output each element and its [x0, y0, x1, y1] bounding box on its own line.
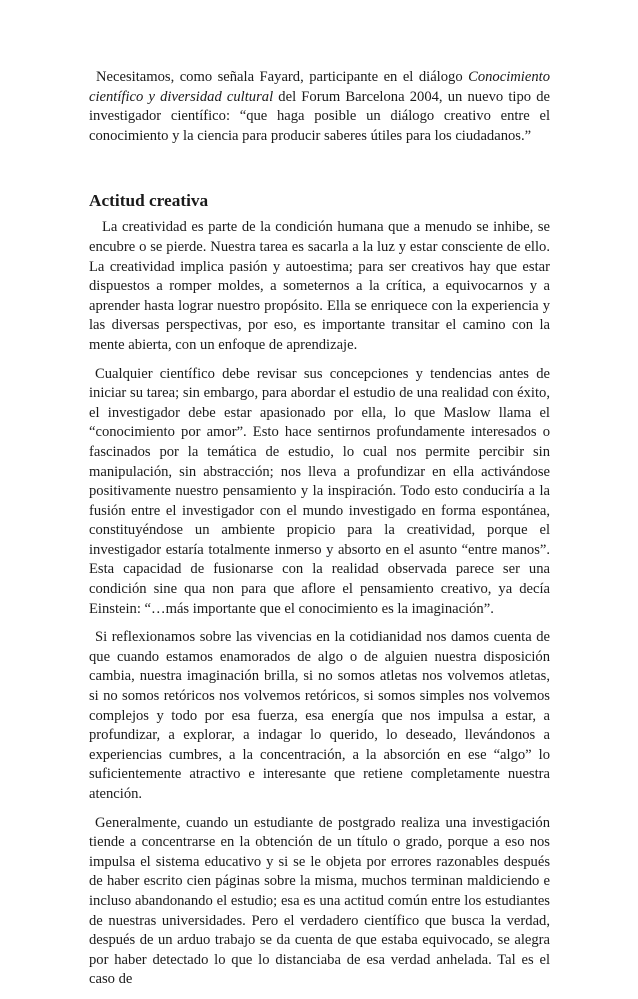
- document-page: [89, 68, 550, 999]
- intro-text-before: Necesitamos, como señala Fayard, participante en el diálogo: [96, 69, 469, 85]
- paragraph-reflection: Si reflexionamos sobre las vivencias en la cotidianidad nos damos cuenta de que cuando estamos enamorados de algo o de alguien nuestra disposición cambia, nuestra imaginación brilla, si no somos atletas nos volvemos atletas, si no somos retóricos nos volvemos retóricos, si somos simples nos volvemos complejos y todo por esa fuerza, esa energía que nos impulsa a estar, a profundizar, a explorar, a indagar lo querido, lo deseado, llevándonos a experiencias cumbres, a la concentración, a la absorción en ese “algo” lo suficientemente atractivo e interesante que retiene completamente nuestra atención.: [89, 629, 550, 802]
- intro-text-after: del Forum Barcelona 2004, un nuevo tipo de investigador científico: “que haga posible un diálogo creativo entre el conocimiento y la ciencia para producir saberes útiles para los ciudadanos.”: [89, 88, 550, 144]
- paragraph-scientist: Cualquier científico debe revisar sus concepciones y tendencias antes de iniciar su tarea; sin embargo, para abordar el estudio de una realidad con éxito, el investigador debe estar apasionado por ella, lo que Maslow llama el “conocimiento por amor”. Esto hace sentirnos profundamente interesados o fascinados por la temática de estudio, lo cual nos permite percibir sin manipulación, sin abstracción; nos lleva a profundizar en ella activándose positivamente nuestro pensamiento y la inspiración. Todo esto conduciría a la fusión entre el investigador con el mundo investigado en forma espontánea, constituyéndose un ambiente propicio para la creatividad, porque el investigador estaría totalmente inmerso y absorto en el asunto “entre manos”. Esta capacidad de fusionarse con la realidad observada parece ser una condición sine qua non para que aflore el pensamiento creativo, ya decía Einstein: “…más importante que el conocimiento es la imaginación”.: [89, 365, 550, 617]
- paragraph-creativity: La creatividad es parte de la condición humana que a menudo se inhibe, se encubre o se pierde. Nuestra tarea es sacarla a la luz y estar consciente de ello. La creatividad implica pasión y autoestima; para ser creativos hay que estar dispuestos a romper moldes, a someternos a la crítica, a equivocarnos y a aprender hasta lograr nuestro propósito. Ella se enriquece con la experiencia y las diversas perspectivas, por eso, es importante transitar el camino con la mente abierta, con un enfoque de aprendizaje.: [89, 219, 550, 353]
- intro-paragraph: [89, 68, 550, 146]
- section-heading: Actitud creativa: [89, 191, 209, 211]
- dialogue-title: Conocimiento científico y diversidad cultural: [89, 69, 550, 105]
- paragraph-graduate-student: Generalmente, cuando un estudiante de postgrado realiza una investigación tiende a concentrarse en la obtención de un título o grado, porque a eso nos impulsa el sistema educativo y si se le objeta por errores razonables después de haber escrito cien páginas sobre la misma, muchos terminan maldiciendo e incluso abandonando el estudio; esa es una actitud común entre los estudiantes de nuestras universidades. Pero el verdadero científico que busca la verdad, después de un arduo trabajo se da cuenta de que estaba equivocado, se alegra por haber detectado lo que lo distanciaba de esa verdad anhelada. Tal es el caso de: [89, 814, 550, 988]
